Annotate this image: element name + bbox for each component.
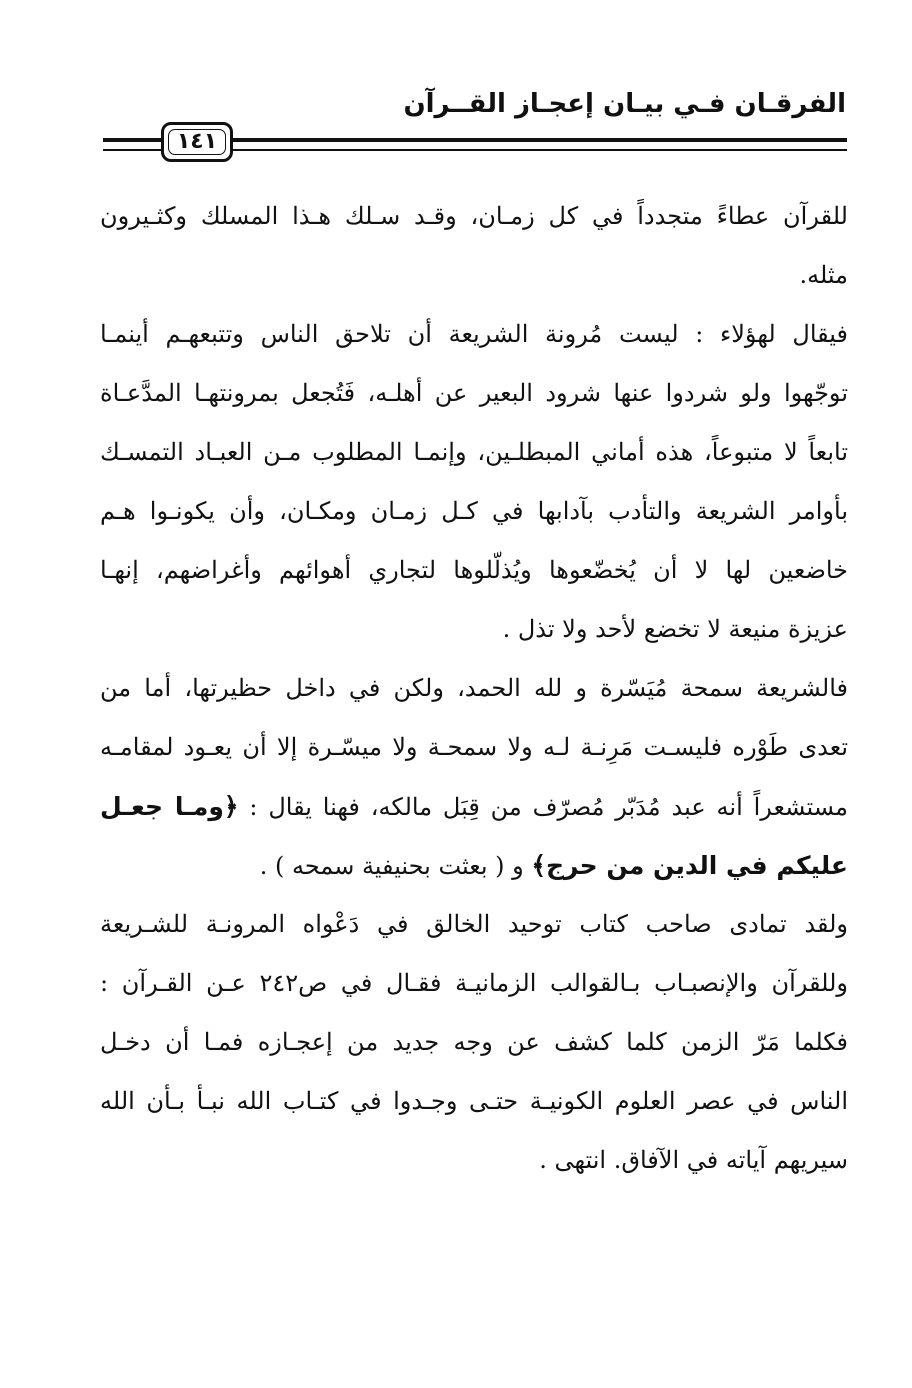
header-rule: [103, 122, 847, 166]
text-line: خاضعين لها لا أن يُخضّعوها ويُذلّلوها لتجاري أهوائهم وأغراضهم، إنهـا: [100, 556, 848, 584]
text-line: مثله.: [799, 261, 848, 289]
text-line: عليكم في الدين من حرج﴾ و ( بعثت بحنيفية سمحه ) .: [259, 851, 848, 880]
text-line: توجّهوا ولو شردوا عنها شرود البعير عن أهلـه، فَتُجعل بمرونتهـا المدَّعـاة: [100, 379, 848, 407]
quran-verse-start: ﴿ومـا جعـل: [100, 792, 239, 821]
text-line: فكلما مَرّ الزمن كلما كشف عن وجه جديد من إعجـازه فمـا أن دخـل: [100, 1028, 848, 1056]
text-line: تابعاً لا متبوعاً، هذه أماني المبطلـين، وإنمـا المطلوب مـن العبـاد التمسـك: [100, 438, 848, 466]
quran-verse-end: عليكم في الدين من حرج﴾: [531, 851, 848, 880]
page-number: ١٤١: [176, 129, 218, 154]
text-line: ولقد تمادى صاحب كتاب توحيد الخالق في دَعْواه المرونـة للشـريعة: [100, 910, 848, 938]
text-line: سيريهم آياته في الآفاق. انتهى .: [539, 1146, 848, 1174]
text-line: فيقال لهؤلاء : ليست مُرونة الشريعة أن تلاحق الناس وتتبعهـم أينمـا: [100, 320, 848, 348]
text-line: الناس في عصر العلوم الكونيـة حتـى وجـدوا في كتـاب الله نبـأ بـأن الله: [100, 1087, 848, 1115]
text-line: تعدى طَوْره فليسـت مَرِنـة لـه ولا سمحـة ولا ميسّـرة إلا أن يعـود لمقامـه: [100, 733, 848, 761]
text-line: بأوامر الشريعة والتأدب بآدابها في كـل زمـان ومكـان، وأن يكونـوا هـم: [100, 497, 848, 525]
text-line: فالشريعة سمحة مُيَسّرة و لله الحمد، ولكن في داخل حظيرتها، أما من: [100, 674, 848, 702]
text-line: وللقرآن والإنصبـاب بـالقوالب الزمانيـة فقـال في ص٢٤٢ عـن القـرآن :: [100, 969, 848, 997]
text-line: للقرآن عطاءً متجدداً في كل زمـان، وقـد سـلك هـذا المسلك وكثـيرون: [100, 202, 848, 230]
body-text: [100, 187, 848, 1190]
text-line: مستشعراً أنه عبد مُدَبّر مُصرّف من قِبَل مالكه، فهنا يقال : ﴿ومـا جعـل: [100, 792, 848, 821]
text-line: عزيزة منيعة لا تخضع لأحد ولا تذل .: [502, 615, 848, 643]
running-title: الفرقـان فـي بيـان إعجـاز القــرآن: [403, 89, 846, 119]
page-number-frame: [161, 122, 233, 162]
